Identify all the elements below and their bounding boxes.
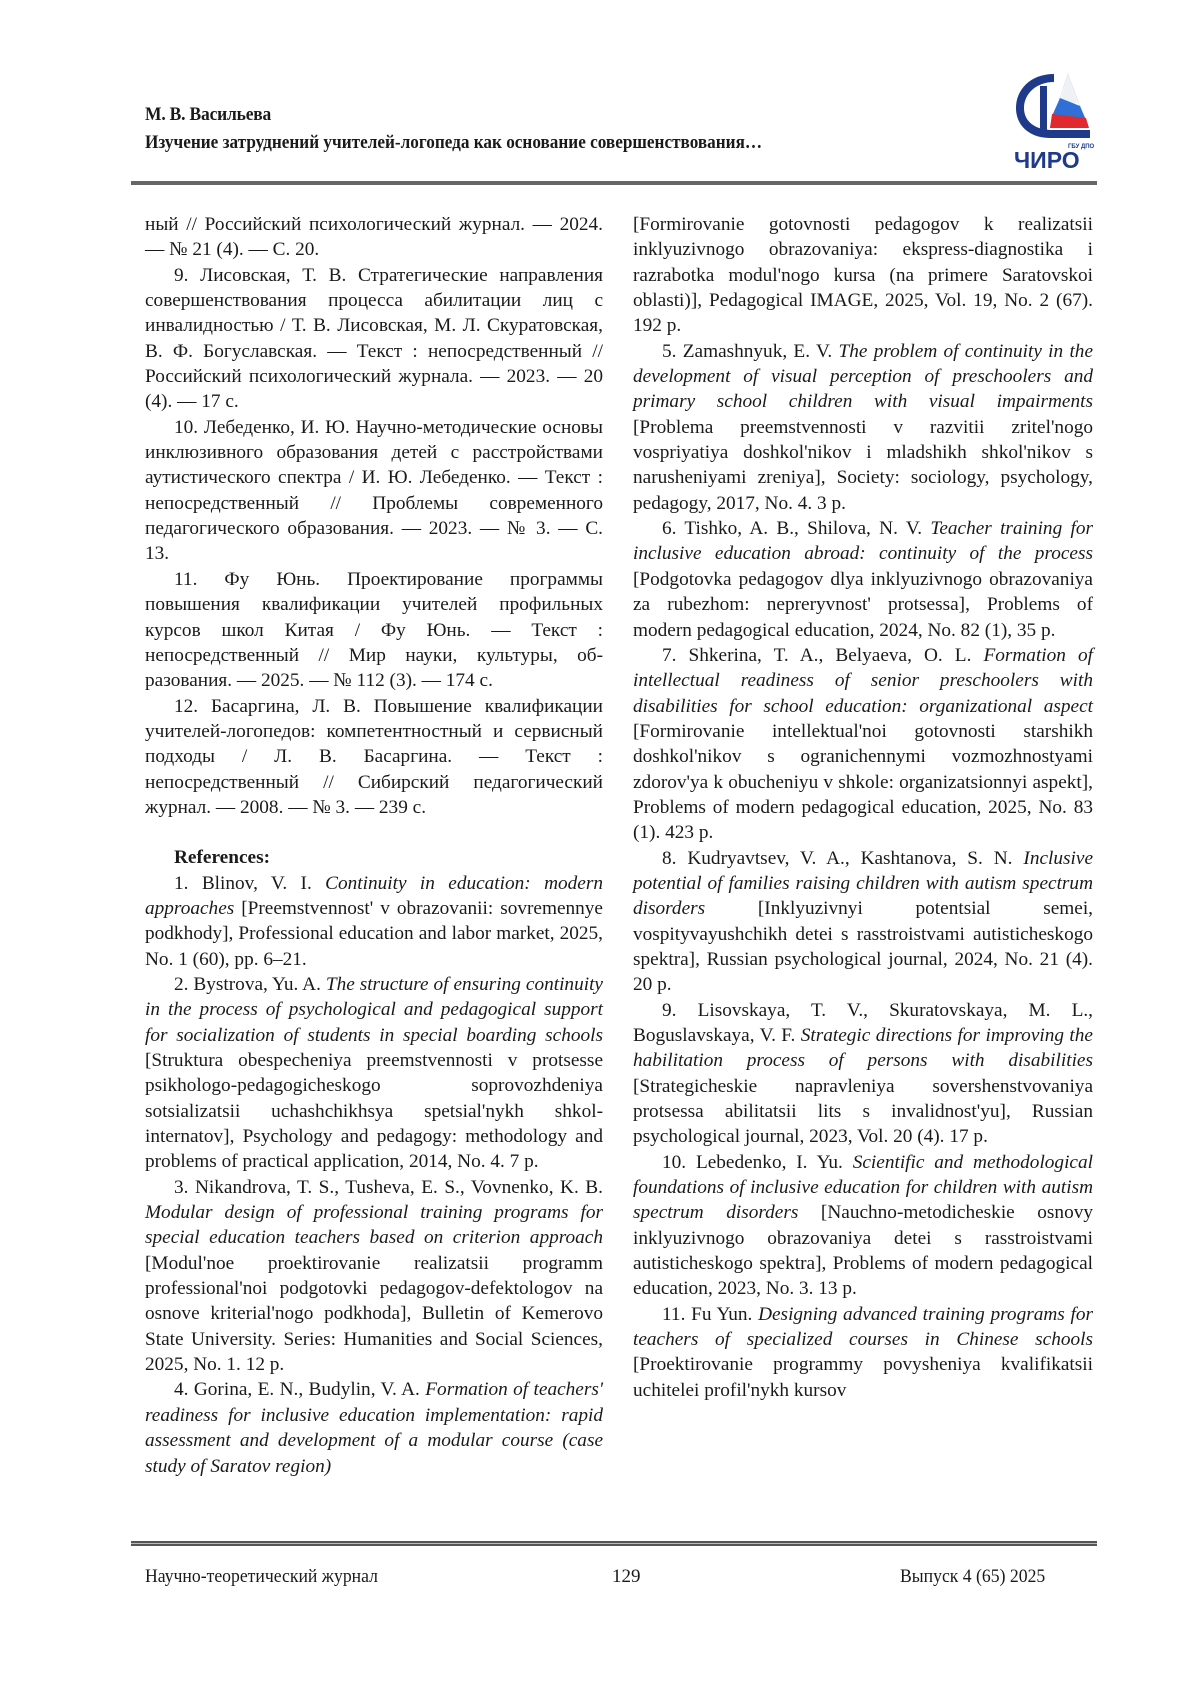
- reference-authors: 10. Lebedenko, I. Yu.: [662, 1151, 853, 1173]
- logo-text: ЧИРО: [1014, 147, 1080, 173]
- reference-title: Inclusive potential of families raising children with autism spectrum disorders: [633, 847, 1093, 920]
- reference-authors: 4. Gorina, E. N., Budylin, V. A.: [174, 1379, 426, 1401]
- reference-title: Formation of intellectual readiness of senior preschoolers with disabilities for school education: organizational aspect: [633, 644, 1093, 717]
- reference-authors: 11. Fu Yun.: [662, 1303, 759, 1325]
- reference-authors: 1. Blinov, V. I.: [174, 872, 326, 894]
- reference-authors: 2. Bystrova, Yu. A.: [174, 973, 326, 995]
- header-rule: [131, 181, 1097, 185]
- reference-authors: 8. Kudryavtsev, V. A., Kashtanova, S. N.: [662, 847, 1024, 869]
- left-column: [145, 212, 603, 1479]
- reference-ru-12: 12. Басаргина, Л. В. Повышение квалификации учителей-логопедов: компетентностный и сервисный подходы / Л. В. Басаргина. — Текст : непосредственный // Сибирский педагогический журнал. — 2008. — № 3. — 239 с.: [145, 695, 603, 818]
- reference-en-4-continuation: [633, 212, 1093, 339]
- right-column: [633, 212, 1093, 1403]
- reference-en-4: [145, 1377, 603, 1478]
- reference-title: Strategic directions for improving the habilitation process of persons with disabilities: [633, 1025, 1093, 1072]
- reference-details: [Modul'noe proektirovanie realizatsii programm professional'noi podgotovki pedagogov-defektologov na osnove kriterial'nogo podkhoda], Bulletin of Kemerovo State University. Series: Humanities and Social Sciences, 2025, No. 1. 12 p.: [145, 1252, 603, 1376]
- reference-ru-8-continuation: ный // Российский психологический журнал. — 2024. — № 21 (4). — С. 20.: [145, 214, 603, 261]
- reference-en-5: [633, 339, 1093, 516]
- reference-ru-10: 10. Лебеденко, И. Ю. Научно-методические основы инклюзивного образования детей с расстройствами аутистического спектра / И. Ю. Лебеденко. — Текст : непосредственный // Проблемы современного педагогического образования. — 2023. — № 3. — С. 13.: [145, 416, 603, 565]
- reference-details: [Formirovanie intellektual'noi gotovnosti starshikh doshkol'nikov s ogranichennymi vozmozhnostyami zdorov'ya k obucheniyu v shkole: organizatsionnyi aspekt], Problems of modern pedagogical education, 2025, No. 83 (1). 423 p.: [633, 720, 1093, 844]
- reference-authors: 9. Lisovskaya, T. V., Skuratovskaya, M. L., Boguslavskaya, V. F.: [633, 999, 1093, 1046]
- reference-details: [Nauchno-metodicheskie osnovy inklyuzivnogo obrazovaniya detei s rasstroistvami autisticheskogo spektra], Problems of modern pedagogical education, 2023, No. 3. 13 p.: [633, 1202, 1093, 1300]
- reference-ru-9: 9. Лисовская, Т. В. Стратегические направления совершенствования процесса абилитации лиц с инвалидностью / Т. В. Лисовская, М. Л. Скуратовская, В. Ф. Богуславская. — Текст : непосредственный // Российский психологический журнала. — 2023. — 20 (4). — 17 с.: [145, 264, 603, 413]
- chiro-logo: [1010, 68, 1095, 173]
- reference-details: [Inklyuzivnyi potentsial semei, vospityvayushchikh detei s rasstroistvami autisticheskogo spektra], Russian psychological journal, 2024, No. 21 (4). 20 p.: [633, 898, 1093, 996]
- reference-en-2: [145, 972, 603, 1175]
- reference-title: The problem of continuity in the development of visual perception of preschoolers and primary school children with visual impairments: [633, 340, 1094, 413]
- reference-title: Continuity in education: modern approaches: [145, 872, 603, 919]
- reference-title: Scientific and methodological foundations of inclusive education for children with autism spectrum disorders: [633, 1151, 1093, 1224]
- reference-en-7: [633, 643, 1093, 846]
- footer-journal-name: Научно-теоретический журнал: [145, 1566, 378, 1587]
- references-heading: References:: [174, 847, 270, 869]
- footer-issue: Выпуск 4 (65) 2025: [900, 1566, 1046, 1587]
- reference-details: [Preemstvennost' v obrazovanii: sovremennye podkhody], Professional education and labor market, 2025, No. 1 (60), pp. 6–21.: [145, 897, 603, 970]
- reference-details: [Proektirovanie programmy povysheniya kvalifikatsii uchitelei profil'nykh kursov: [633, 1354, 1093, 1401]
- reference-details: [Problema preemstvennosti v razvitii zritel'nogo vospriyatiya doshkol'nikov i mladshikh shkol'nikov s narusheniyami zreniya], Society: sociology, psychology, pedagogy, 2017, No. 4. 3 p.: [633, 416, 1093, 514]
- reference-details: [Podgotovka pedagogov dlya inklyuzivnogo obrazovaniya za rubezhom: nepreryvnost' protsessa], Problems of modern pedagogical education, 2024, No. 82 (1), 35 p.: [633, 568, 1093, 641]
- reference-title: Formation of teachers' readiness for inclusive education implementation: rapid assessment and development of a modular course (case study of Saratov region): [145, 1379, 603, 1477]
- logo-subtext: ГБУ ДПО: [1068, 144, 1095, 150]
- reference-en-10: [633, 1150, 1093, 1302]
- reference-en-6: [633, 516, 1093, 643]
- chiro-logo-icon: [1010, 68, 1095, 173]
- reference-title: Modular design of professional training programs for special education teachers based on criterion approach: [145, 1202, 603, 1249]
- reference-details: [Struktura obespecheniya preemstvennosti v protsesse psikhologo-pedagogicheskogo soprovozhdeniya sotsializatsii uchashchikhsya spetsial'nykh shkol-internatov], Psychology and pedagogy: methodology and problems of practical application, 2014, No. 4. 7 p.: [145, 1050, 603, 1173]
- reference-ru-11: 11. Фу Юнь. Проектирование программы повышения квалификации учителей профильных курсов школ Китая / Фу Юнь. — Текст : непосредственный // Мир науки, культуры, образования. — 2025. — № 112 (3). — 174 с.: [145, 568, 603, 692]
- reference-authors: 7. Shkerina, T. A., Belyaeva, O. L.: [662, 644, 984, 666]
- reference-title: The structure of ensuring continuity in the process of psychological and pedagogical support for socialization of students in special boarding schools: [145, 973, 603, 1046]
- reference-title: Teacher training for inclusive education abroad: continuity of the process: [633, 518, 1093, 565]
- reference-en-8: [633, 846, 1093, 998]
- reference-authors: 5. Zamashnyuk, E. V.: [662, 340, 839, 362]
- footer-rule: [131, 1541, 1097, 1546]
- reference-en-3: [145, 1175, 603, 1378]
- reference-en-1: [145, 871, 603, 972]
- reference-en-11: [633, 1302, 1093, 1403]
- reference-authors: 6. Tishko, A. B., Shilova, N. V.: [662, 518, 931, 540]
- reference-title: Designing advanced training programs for teachers of specialized courses in Chinese schools: [633, 1303, 1093, 1351]
- header-author: М. В. Васильева: [145, 104, 272, 125]
- reference-details: [Strategicheskie napravleniya sovershenstvovaniya protsessa abilitatsii lits s invalidnost'yu], Russian psychological journal, 2023, Vol. 20 (4). 17 p.: [633, 1075, 1093, 1148]
- page-number: 129: [612, 1566, 641, 1587]
- header-article-title: Изучение затруднений учителей-логопеда как основание совершенствования…: [145, 132, 763, 153]
- reference-en-9: [633, 998, 1093, 1150]
- reference-authors: 3. Nikandrova, T. S., Tusheva, E. S., Vovnenko, K. B.: [174, 1176, 603, 1198]
- reference-details: [Formirovanie gotovnosti pedagogov k realizatsii inklyuzivnogo obrazovaniya: ekspress-diagnostika i razrabotka modul'nogo kursa (na primere Saratovskoi oblasti)], Pedagogical IMAGE, 2025, Vol. 19, No. 2 (67). 192 p.: [633, 214, 1093, 337]
